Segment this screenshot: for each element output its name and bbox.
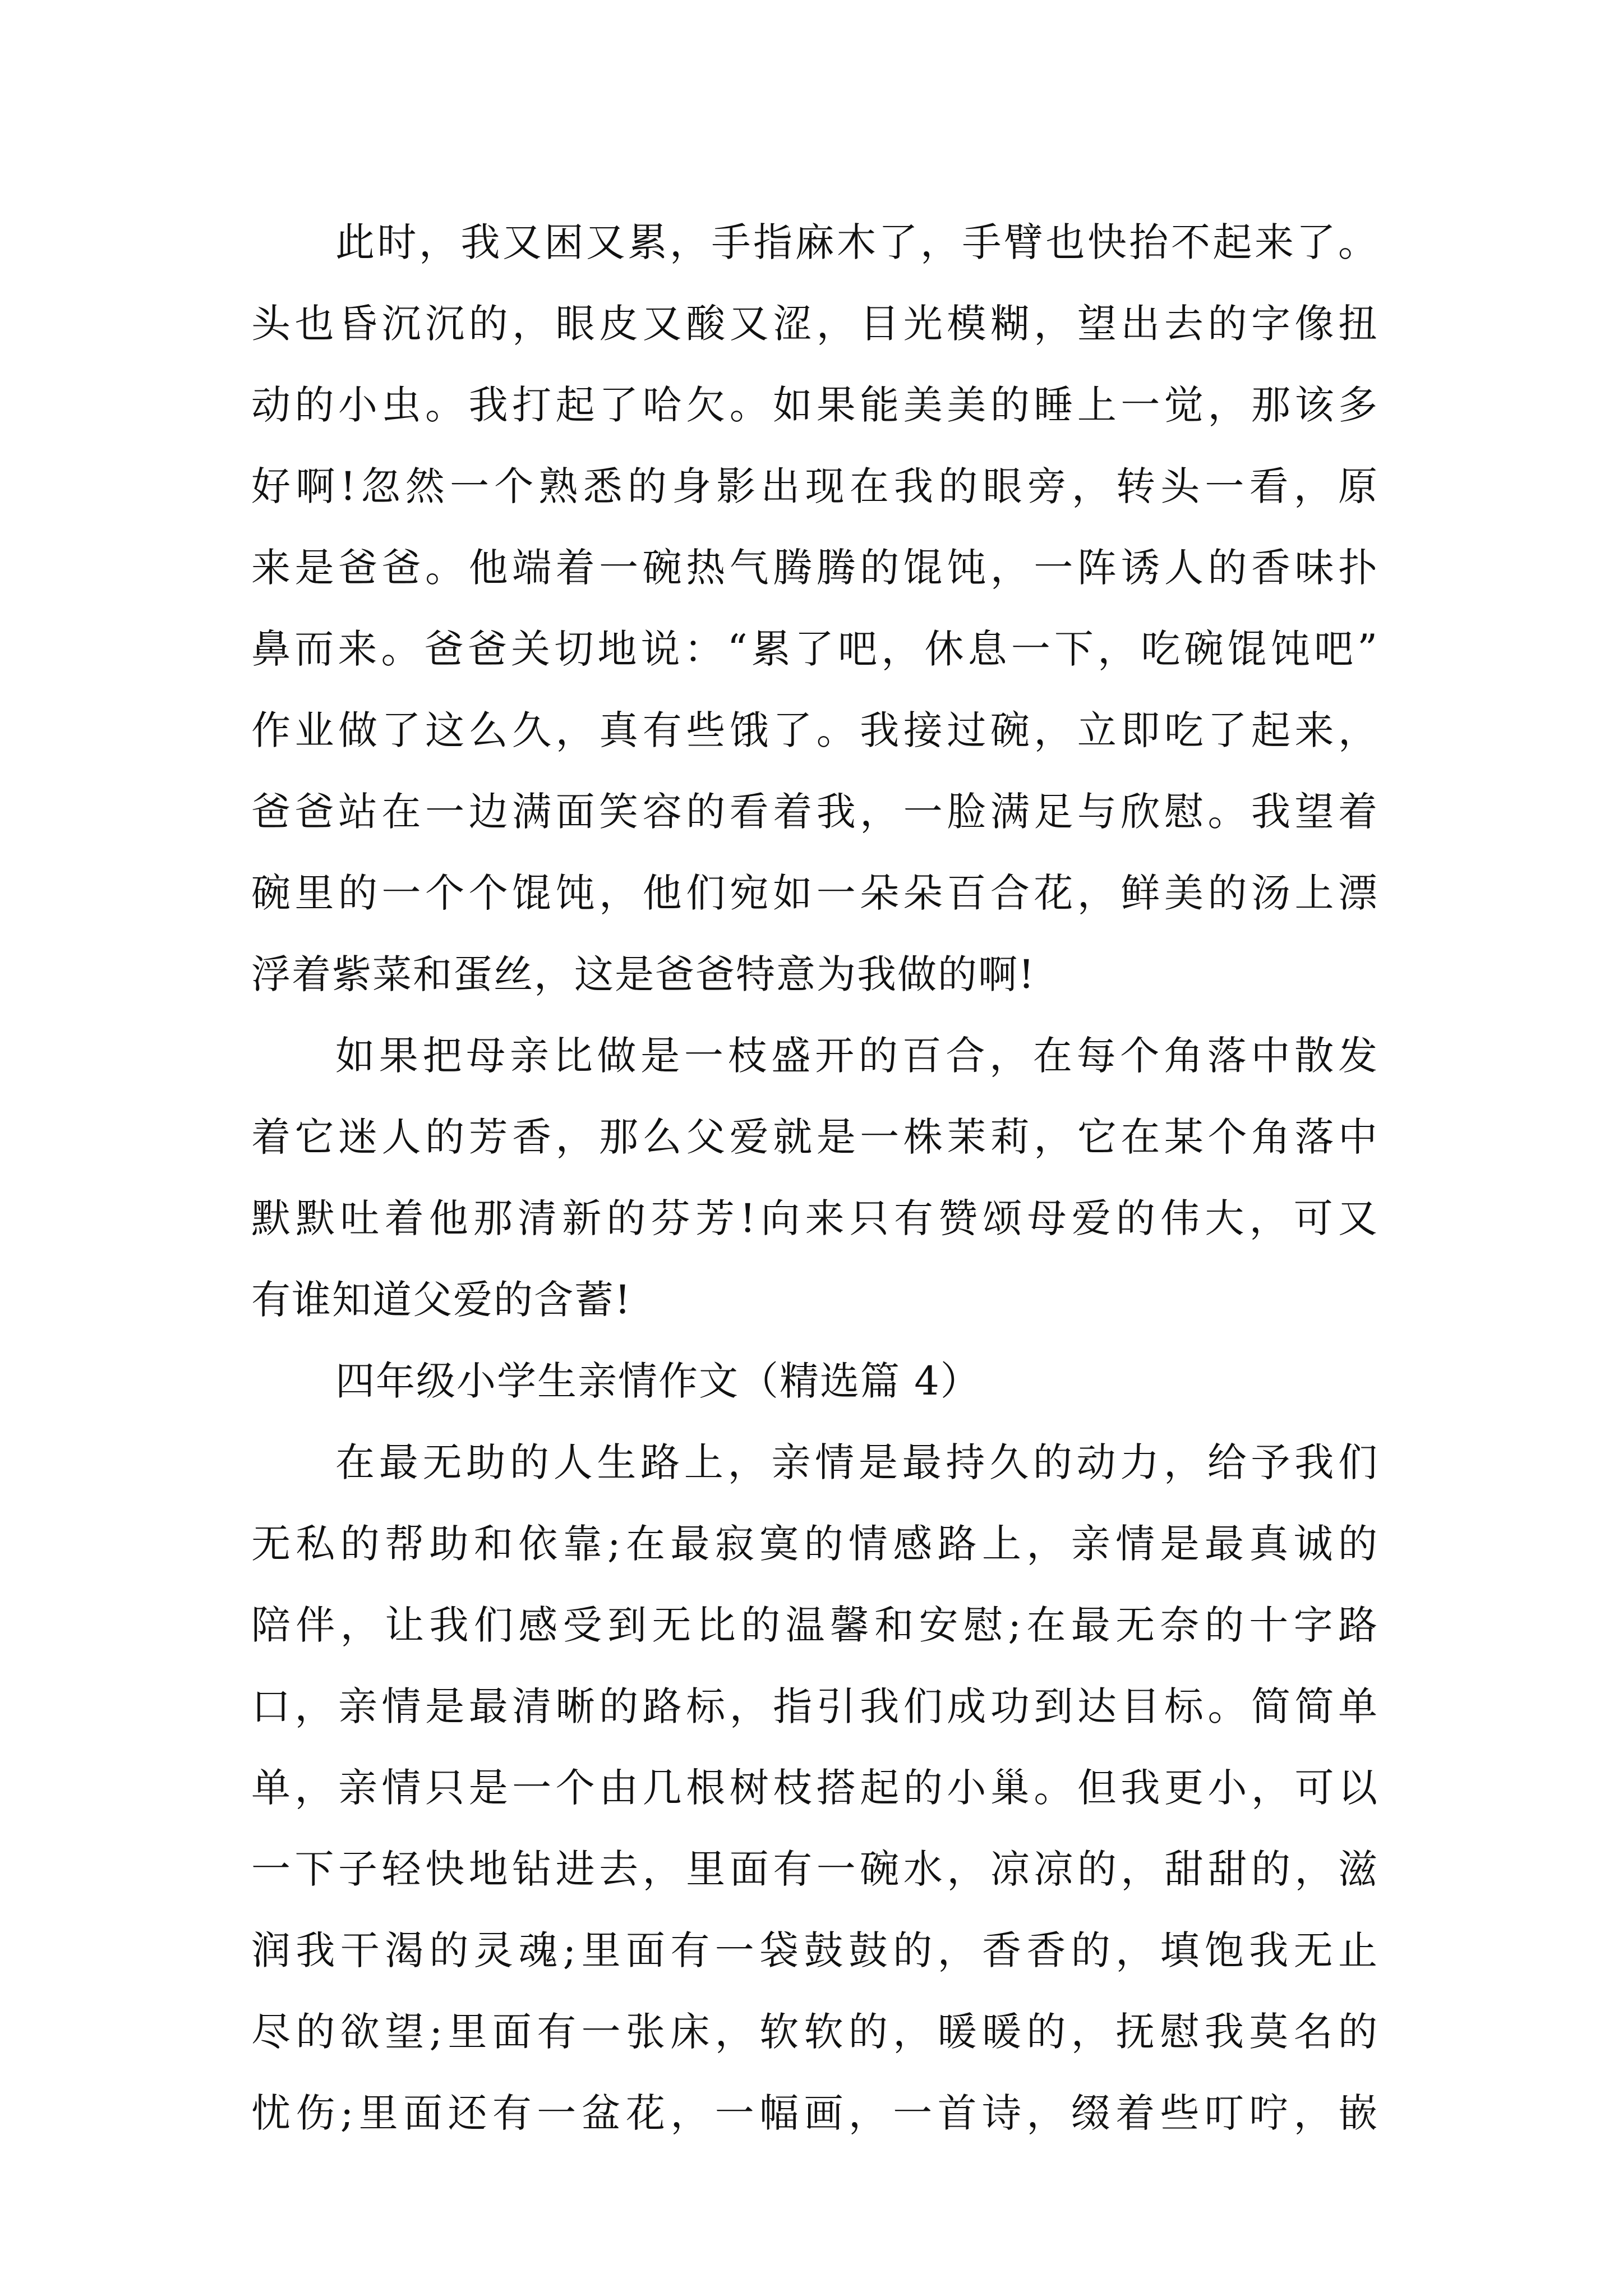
paragraph-first-line: 如果把母亲比做是一枝盛开的百合，在每个角落中散发 [335,1033,1378,1079]
paragraph-first-line: 在最无助的人生路上，亲情是最持久的动力，给予我们 [335,1439,1378,1485]
text-line: 尽的欲望;里面有一张床，软软的，暖暖的，抚慰我莫名的 [251,2009,1378,2055]
text-line: 来是爸爸。他端着一碗热气腾腾的馄饨，一阵诱人的香味扑 [251,545,1378,591]
text-line: 默默吐着他那清新的芬芳!向来只有赞颂母爱的伟大，可又 [251,1195,1378,1241]
text-line: 作业做了这么久，真有些饿了。我接过碗，立即吃了起来， [251,707,1378,753]
section-heading: 四年级小学生亲情作文（精选篇 4） [335,1358,981,1404]
paragraph-last-line: 有谁知道父爱的含蓄! [251,1277,632,1323]
text-line: 忧伤;里面还有一盆花，一幅画，一首诗，缀着些叮咛，嵌 [251,2090,1378,2136]
text-line: 好啊!忽然一个熟悉的身影出现在我的眼旁，转头一看，原 [251,463,1378,509]
text-line: 鼻而来。爸爸关切地说：“累了吧，休息一下，吃碗馄饨吧” [251,626,1378,672]
text-line: 爸爸站在一边满面笑容的看着我，一脸满足与欣慰。我望着 [251,789,1378,835]
text-line: 动的小虫。我打起了哈欠。如果能美美的睡上一觉，那该多 [251,382,1378,428]
paragraph-first-line: 此时，我又困又累，手指麻木了，手臂也快抬不起来了。 [335,219,1378,265]
paragraph-last-line: 浮着紫菜和蛋丝，这是爸爸特意为我做的啊! [251,951,1036,997]
text-line: 陪伴，让我们感受到无比的温馨和安慰;在最无奈的十字路 [251,1602,1378,1648]
text-line: 无私的帮助和依靠;在最寂寞的情感路上，亲情是最真诚的 [251,1521,1378,1567]
text-line: 润我干渴的灵魂;里面有一袋鼓鼓的，香香的，填饱我无止 [251,1927,1378,1973]
text-line: 单，亲情只是一个由几根树枝搭起的小巢。但我更小，可以 [251,1765,1378,1811]
text-line: 口，亲情是最清晰的路标，指引我们成功到达目标。简简单 [251,1683,1378,1729]
text-line: 碗里的一个个馄饨，他们宛如一朵朵百合花，鲜美的汤上漂 [251,870,1378,916]
text-line: 头也昏沉沉的，眼皮又酸又涩，目光模糊，望出去的字像扭 [251,301,1378,347]
text-line: 着它迷人的芳香，那么父爱就是一株茉莉，它在某个角落中 [251,1114,1378,1160]
essay-body [251,202,1378,2154]
text-line: 一下子轻快地钻进去，里面有一碗水，凉凉的，甜甜的，滋 [251,1846,1378,1892]
